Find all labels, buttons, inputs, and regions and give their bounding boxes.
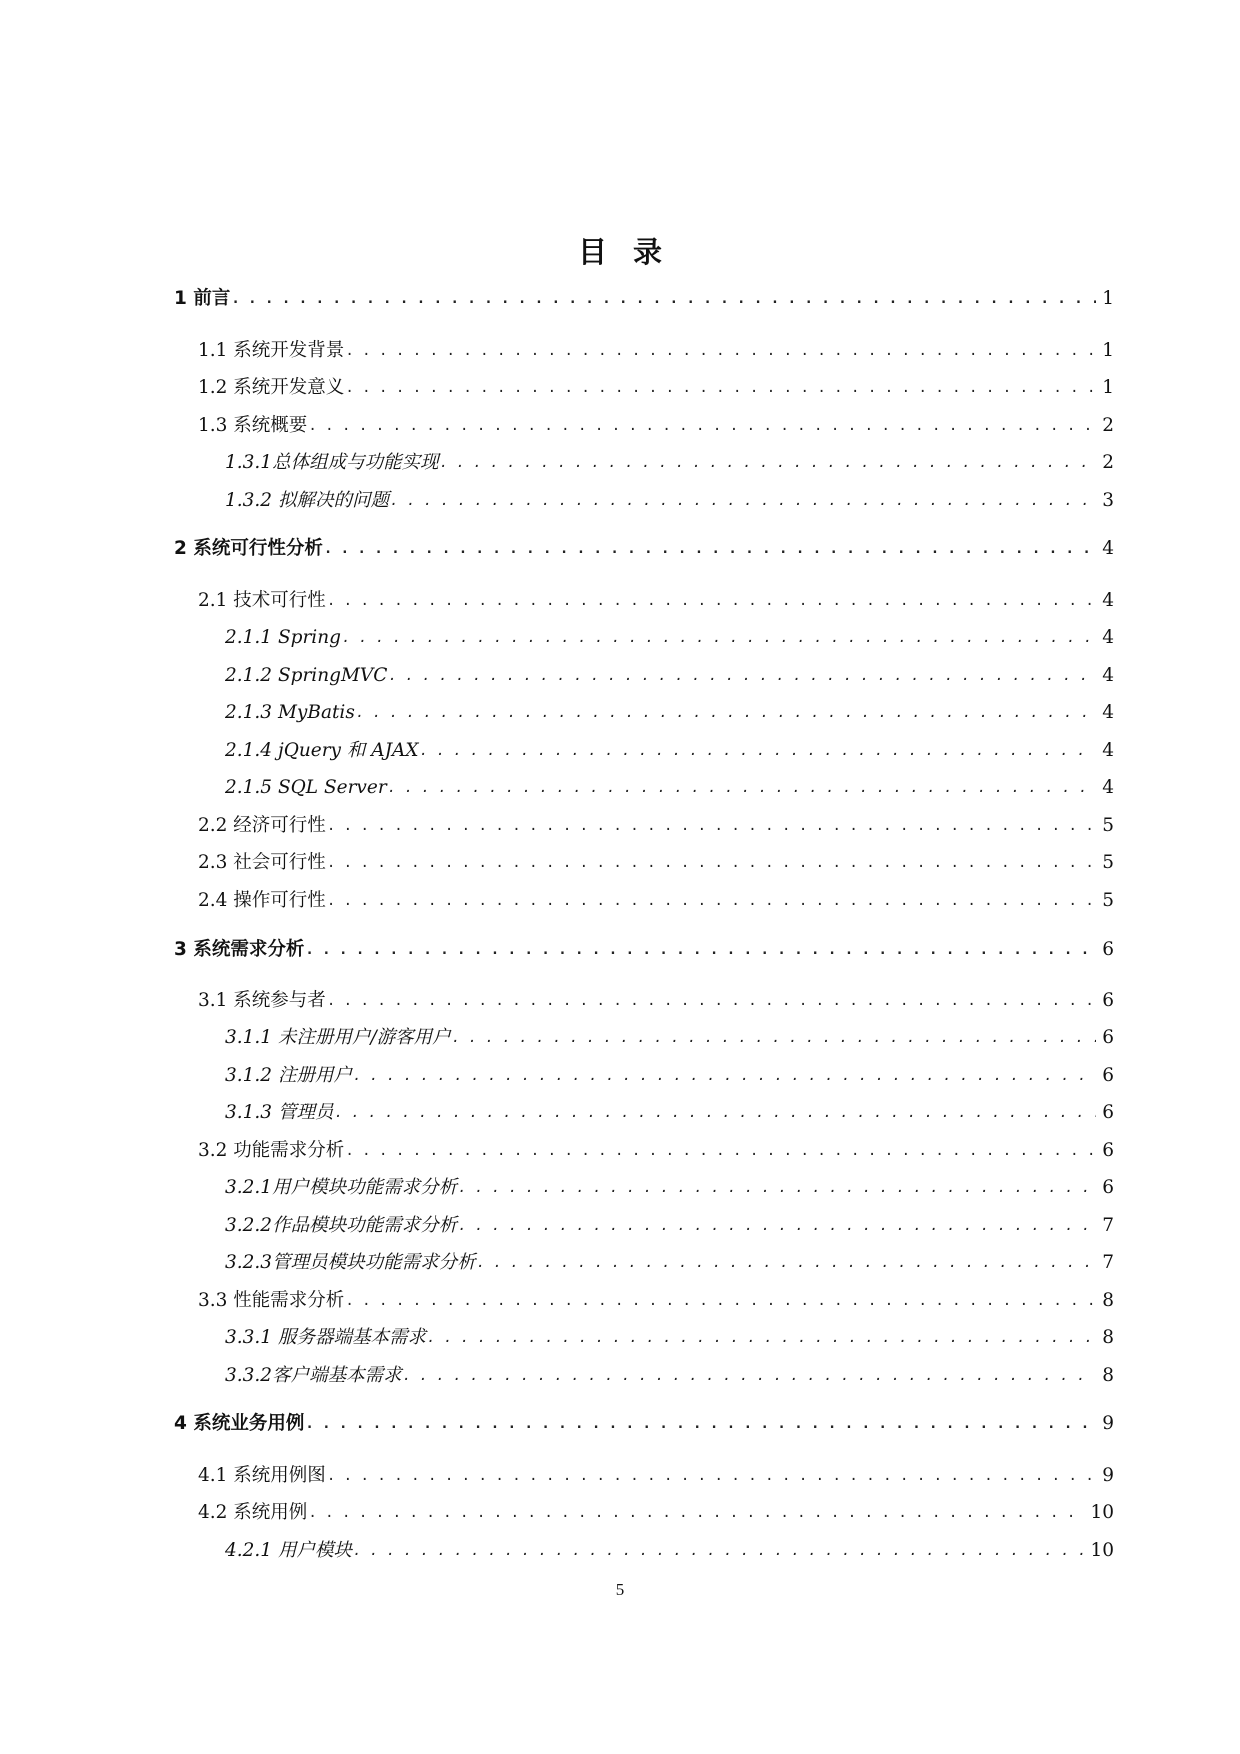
toc-entry-level-3[interactable] — [225, 736, 1114, 762]
dot-leader — [334, 1104, 1096, 1122]
dot-leader — [356, 704, 1096, 722]
toc-title: 目录 — [577, 235, 688, 269]
toc-entry-label: 2.1.1 Spring — [225, 627, 341, 648]
toc-entry-label: 3.3 性能需求分析 — [198, 1290, 345, 1311]
toc-entry-level-3[interactable] — [225, 1323, 1114, 1349]
toc-entry-page-number: 2 — [1102, 415, 1114, 436]
toc-entry-page-number: 4 — [1102, 538, 1114, 559]
dot-leader — [427, 1329, 1096, 1347]
toc-entry-label: 2.1.4 jQuery 和 AJAX — [225, 740, 419, 761]
dot-leader — [388, 779, 1097, 797]
toc-entry-label: 2.1.2 SpringMVC — [225, 665, 388, 686]
toc-entry-level-1[interactable] — [174, 1409, 1114, 1435]
toc-entry-page-number: 8 — [1102, 1290, 1114, 1311]
dot-leader — [324, 540, 1096, 558]
toc-entry-level-3[interactable] — [225, 1173, 1114, 1199]
toc-entry-page-number: 4 — [1102, 702, 1114, 723]
footer-page-number: 5 — [615, 1580, 625, 1599]
toc-entry-label: 2.1.3 MyBatis — [225, 702, 355, 723]
dot-leader — [353, 1542, 1085, 1560]
dot-leader — [345, 342, 1096, 360]
toc-entry-level-3[interactable] — [225, 623, 1114, 649]
toc-entry-label: 3.2.2作品模块功能需求分析 — [225, 1215, 458, 1236]
toc-entry-label: 3.1.2 注册用户 — [225, 1065, 352, 1086]
toc-entry-label: 3.1 系统参与者 — [198, 990, 326, 1011]
dot-leader — [327, 592, 1096, 610]
toc-entry-level-3[interactable] — [225, 661, 1114, 687]
toc-entry-page-number: 6 — [1102, 1140, 1114, 1161]
toc-entry-level-2[interactable] — [198, 1498, 1114, 1524]
toc-entry-page-number: 7 — [1102, 1215, 1114, 1236]
dot-leader — [327, 892, 1096, 910]
dot-leader — [458, 1179, 1096, 1197]
toc-entry-label: 2.2 经济可行性 — [198, 815, 326, 836]
dot-leader — [342, 629, 1096, 647]
dot-leader — [452, 1029, 1097, 1047]
toc-entry-label: 3.3.1 服务器端基本需求 — [225, 1327, 426, 1348]
dot-leader — [390, 492, 1096, 510]
toc-entry-page-number: 9 — [1102, 1413, 1114, 1434]
toc-entry-label: 3 系统需求分析 — [174, 939, 305, 960]
toc-entry-level-3[interactable] — [225, 1536, 1114, 1562]
toc-entry-level-2[interactable] — [198, 811, 1114, 837]
toc-entry-level-3[interactable] — [225, 486, 1114, 512]
toc-entry-page-number: 2 — [1102, 452, 1114, 473]
toc-entry-level-2[interactable] — [198, 586, 1114, 612]
toc-entry-label: 3.1.3 管理员 — [225, 1102, 334, 1123]
toc-entry-page-number: 6 — [1102, 1102, 1114, 1123]
toc-entry-page-number: 5 — [1102, 890, 1114, 911]
dot-leader — [327, 992, 1096, 1010]
dot-leader — [305, 941, 1096, 959]
toc-entry-page-number: 4 — [1102, 740, 1114, 761]
toc-entry-page-number: 3 — [1102, 490, 1114, 511]
toc-entry-page-number: 4 — [1102, 777, 1114, 798]
toc-entry-level-2[interactable] — [198, 986, 1114, 1012]
toc-entry-level-3[interactable] — [225, 1098, 1114, 1124]
toc-entry-label: 2.3 社会可行性 — [198, 852, 326, 873]
dot-leader — [388, 667, 1096, 685]
toc-entry-label: 4.2.1 用户模块 — [225, 1540, 352, 1561]
toc-entry-page-number: 6 — [1102, 939, 1114, 960]
toc-entry-label: 3.2.3管理员模块功能需求分析 — [225, 1252, 476, 1273]
dot-leader — [305, 1415, 1096, 1433]
toc-entry-level-2[interactable] — [198, 373, 1114, 399]
toc-entry-label: 3.2 功能需求分析 — [198, 1140, 345, 1161]
toc-entry-level-2[interactable] — [198, 411, 1114, 437]
toc-entry-label: 1.3.1总体组成与功能实现 — [225, 452, 439, 473]
toc-entry-level-3[interactable] — [225, 1211, 1114, 1237]
toc-entry-page-number: 5 — [1102, 852, 1114, 873]
toc-entry-label: 3.2.1用户模块功能需求分析 — [225, 1177, 458, 1198]
toc-entry-level-2[interactable] — [198, 848, 1114, 874]
dot-leader — [345, 1142, 1096, 1160]
toc-entry-page-number: 1 — [1102, 377, 1114, 398]
toc-entry-level-2[interactable] — [198, 1136, 1114, 1162]
toc-entry-label: 4.2 系统用例 — [198, 1502, 308, 1523]
toc-entry-page-number: 4 — [1102, 590, 1114, 611]
dot-leader — [327, 817, 1096, 835]
toc-entry-label: 4 系统业务用例 — [174, 1413, 305, 1434]
toc-entry-page-number: 6 — [1102, 990, 1114, 1011]
dot-leader — [327, 854, 1096, 872]
toc-entry-page-number: 4 — [1102, 665, 1114, 686]
toc-entry-page-number: 10 — [1090, 1502, 1114, 1523]
dot-leader — [440, 454, 1097, 472]
toc-entry-page-number: 6 — [1102, 1027, 1114, 1048]
toc-entry-level-1[interactable] — [174, 284, 1114, 310]
toc-entry-level-1[interactable] — [174, 935, 1114, 961]
toc-entry-label: 2.1.5 SQL Server — [225, 777, 387, 798]
dot-leader — [420, 742, 1097, 760]
toc-entry-page-number: 7 — [1102, 1252, 1114, 1273]
toc-entry-label: 1.3.2 拟解决的问题 — [225, 490, 389, 511]
toc-entry-page-number: 1 — [1102, 288, 1114, 309]
toc-entry-page-number: 1 — [1102, 340, 1114, 361]
toc-entry-level-3[interactable] — [225, 698, 1114, 724]
toc-entry-label: 2 系统可行性分析 — [174, 538, 323, 559]
toc-entry-label: 1.3 系统概要 — [198, 415, 308, 436]
toc-entry-page-number: 9 — [1102, 1465, 1114, 1486]
toc-entry-label: 3.3.2客户端基本需求 — [225, 1365, 402, 1386]
dot-leader — [345, 1292, 1096, 1310]
dot-leader — [403, 1367, 1097, 1385]
toc-entry-level-3[interactable] — [225, 448, 1114, 474]
toc-entry-level-3[interactable] — [225, 773, 1114, 799]
toc-entry-label: 2.1 技术可行性 — [198, 590, 326, 611]
dot-leader — [477, 1254, 1097, 1272]
toc-entry-page-number: 4 — [1102, 627, 1114, 648]
toc-entry-level-2[interactable] — [198, 1461, 1114, 1487]
toc-entry-page-number: 8 — [1102, 1365, 1114, 1386]
toc-entry-label: 2.4 操作可行性 — [198, 890, 326, 911]
toc-entry-page-number: 6 — [1102, 1177, 1114, 1198]
toc-entry-page-number: 8 — [1102, 1327, 1114, 1348]
toc-entry-label: 4.1 系统用例图 — [198, 1465, 326, 1486]
toc-entry-level-3[interactable] — [225, 1361, 1114, 1387]
toc-entry-page-number: 6 — [1102, 1065, 1114, 1086]
toc-entry-page-number: 5 — [1102, 815, 1114, 836]
dot-leader — [308, 1504, 1084, 1522]
toc-entry-level-3[interactable] — [225, 1023, 1114, 1049]
toc-entry-level-3[interactable] — [225, 1248, 1114, 1274]
toc-entry-label: 1.2 系统开发意义 — [198, 377, 345, 398]
dot-leader — [231, 290, 1096, 308]
toc-entry-page-number: 10 — [1090, 1540, 1114, 1561]
dot-leader — [308, 417, 1096, 435]
toc-entry-label: 1.1 系统开发背景 — [198, 340, 345, 361]
toc-entry-label: 3.1.1 未注册用户/游客用户 — [225, 1027, 451, 1048]
dot-leader — [345, 379, 1096, 397]
toc-entry-level-2[interactable] — [198, 886, 1114, 912]
toc-entry-level-2[interactable] — [198, 336, 1114, 362]
dot-leader — [327, 1467, 1096, 1485]
toc-entry-level-3[interactable] — [225, 1061, 1114, 1087]
toc-entry-level-2[interactable] — [198, 1286, 1114, 1312]
dot-leader — [458, 1217, 1096, 1235]
toc-entry-label: 1 前言 — [174, 288, 231, 309]
dot-leader — [353, 1067, 1096, 1085]
toc-entry-level-1[interactable] — [174, 534, 1114, 560]
